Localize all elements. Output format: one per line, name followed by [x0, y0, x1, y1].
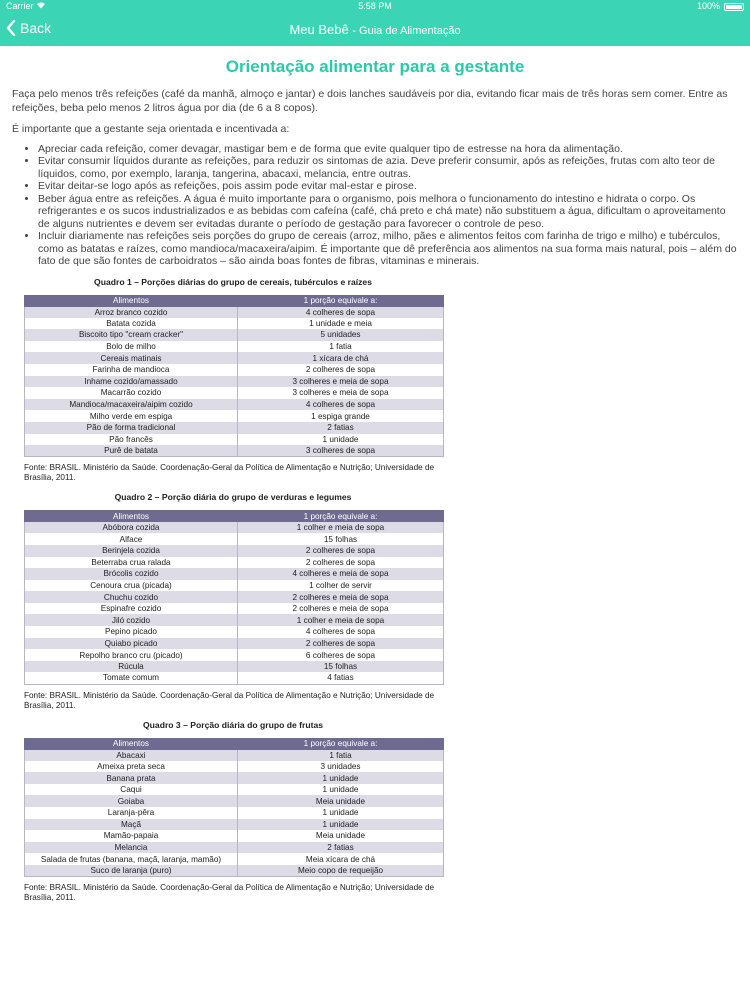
portion-table — [24, 510, 444, 684]
list-item: • Evitar consumir líquidos durante as refeições, para reduzir os sintomas de azia. Deve preferir consumir, após as refeições, frutas com alto teor de líquidos, como, por exemplo, laranja, tangerina, abacaxi, melancia, entre outras. — [38, 155, 738, 180]
list-item: • Beber água entre as refeições. A água é muito importante para o organismo, pois melhora o funcionamento do intestino e hidrata o corpo. Os refrigerantes e os sucos industrializados e as bebidas com cafeína (café, chá preto e chá mate) não substituem a água, dificultam o aproveitamento de alguns nutrientes e devem ser evitadas durante o período de gestação para favorecer o controle de peso. — [38, 193, 738, 231]
list-item: • Incluir diariamente nas refeições seis porções do grupo de cereais (arroz, milho, pães e alimentos feitos com farinha de trigo e milho) e tubérculos, como as batatas e raízes, como mandioca/macaxeira/aipim. É importante que dê preferência aos alimentos na sua forma mais natural, pois – além do fato de que são fontes de carboidratos – são ainda boas fontes de fibras, vitaminas e minerais. — [38, 230, 738, 268]
intro-paragraph-2: É importante que a gestante seja orientada e incentivada a: — [12, 123, 290, 135]
table-row — [25, 819, 444, 831]
table-row — [25, 649, 444, 661]
table-row — [25, 603, 444, 615]
portion-cell: 3 unidades — [238, 761, 444, 773]
food-cell: Pão francês — [25, 434, 238, 446]
food-cell: Cereais matinais — [25, 352, 238, 364]
portion-cell: 1 fatia — [238, 341, 444, 353]
portion-cell: 2 fatias — [238, 422, 444, 434]
table-row — [25, 591, 444, 603]
food-cell: Ameixa preta seca — [25, 761, 238, 773]
portion-cell: 1 unidade — [238, 819, 444, 831]
table-row — [25, 865, 444, 877]
portion-table — [24, 738, 444, 878]
source-note: Fonte: BRASIL. Ministério da Saúde. Coordenação-Geral da Política de Alimentação e Nutrição; Universidade de Brasília, 2011. — [24, 883, 435, 903]
table-row — [25, 795, 444, 807]
portion-cell: 2 colheres e meia de sopa — [238, 591, 444, 603]
column-header: Alimentos — [25, 511, 238, 522]
food-cell: Beterraba crua ralada — [25, 557, 238, 569]
portion-cell: 15 folhas — [238, 661, 444, 673]
quadro-3 — [18, 720, 448, 904]
food-cell: Biscoito tipo "cream cracker" — [25, 329, 238, 341]
navigation-bar — [0, 14, 750, 46]
column-header: Alimentos — [25, 738, 238, 749]
column-header: Alimentos — [25, 295, 238, 306]
table-row — [25, 376, 444, 388]
portion-cell: 4 colheres de sopa — [238, 306, 444, 318]
food-cell: Cenoura crua (picada) — [25, 580, 238, 592]
table-row — [25, 545, 444, 557]
battery-percent: 100% — [696, 1, 720, 11]
portion-cell: 1 fatia — [238, 749, 444, 761]
food-cell: Maçã — [25, 819, 238, 831]
portion-cell: 3 colheres e meia de sopa — [238, 387, 444, 399]
table-row — [25, 672, 444, 684]
battery-icon — [724, 3, 744, 11]
source-note: Fonte: BRASIL. Ministério da Saúde. Coordenação-Geral da Política de Alimentação e Nutrição; Universidade de Brasília, 2011. — [24, 690, 435, 710]
table-row — [25, 399, 444, 411]
food-cell: Brócolis cozido — [25, 568, 238, 580]
food-cell: Melancia — [25, 842, 238, 854]
food-cell: Laranja-pêra — [25, 807, 238, 819]
food-cell: Milho verde em espiga — [25, 410, 238, 422]
table-row — [25, 329, 444, 341]
food-cell: Suco de laranja (puro) — [25, 865, 238, 877]
food-cell: Pão de forma tradicional — [25, 422, 238, 434]
food-cell: Mamão-papaia — [25, 830, 238, 842]
table-row — [25, 580, 444, 592]
quadro-title: Quadro 1 – Porções diárias do grupo de cereais, tubérculos e raízes — [94, 276, 372, 287]
table-row — [25, 387, 444, 399]
food-cell: Bolo de milho — [25, 341, 238, 353]
portion-cell: 1 xícara de chá — [238, 352, 444, 364]
table-row — [25, 445, 444, 457]
column-header: 1 porção equivale a: — [238, 511, 444, 522]
table-row — [25, 661, 444, 673]
portion-cell: 2 colheres de sopa — [238, 557, 444, 569]
table-row — [25, 749, 444, 761]
table-row — [25, 830, 444, 842]
table-row — [25, 842, 444, 854]
table-row — [25, 306, 444, 318]
food-cell: Berinjela cozida — [25, 545, 238, 557]
food-cell: Pepino picado — [25, 626, 238, 638]
table-row — [25, 626, 444, 638]
portion-cell: 15 folhas — [238, 533, 444, 545]
food-cell: Alface — [25, 533, 238, 545]
food-cell: Espinafre cozido — [25, 603, 238, 615]
food-cell: Goiaba — [25, 795, 238, 807]
food-cell: Banana prata — [25, 772, 238, 784]
food-cell: Macarrão cozido — [25, 387, 238, 399]
food-cell: Batata cozida — [25, 318, 238, 330]
portion-cell: 4 colheres de sopa — [238, 399, 444, 411]
food-cell: Tomate comum — [25, 672, 238, 684]
portion-cell: Meio copo de requeijão — [238, 865, 444, 877]
table-row — [25, 364, 444, 376]
portion-cell: 1 unidade — [238, 807, 444, 819]
portion-cell: 2 colheres e meia de sopa — [238, 603, 444, 615]
table-row — [25, 533, 444, 545]
portion-cell: 6 colheres de sopa — [238, 649, 444, 661]
nav-title-main: Meu Bebê — [289, 22, 349, 37]
table-row — [25, 638, 444, 650]
portion-cell: 1 unidade — [238, 434, 444, 446]
table-header-row — [25, 295, 444, 306]
table-row — [25, 784, 444, 796]
food-cell: Purê de batata — [25, 445, 238, 457]
status-bar — [0, 0, 750, 14]
food-cell: Mandioca/macaxeira/aipim cozido — [25, 399, 238, 411]
food-cell: Abacaxi — [25, 749, 238, 761]
portion-table — [24, 295, 444, 458]
table-row — [25, 422, 444, 434]
table-row — [25, 341, 444, 353]
status-time: 5:58 PM — [358, 1, 392, 11]
portion-cell: 3 colheres de sopa — [238, 445, 444, 457]
portion-cell: Meia xícara de chá — [238, 853, 444, 865]
back-label: Back — [20, 20, 52, 36]
table-header-row — [25, 738, 444, 749]
portion-cell: 1 unidade e meia — [238, 318, 444, 330]
table-row — [25, 522, 444, 534]
table-row — [25, 557, 444, 569]
quadros-container — [12, 277, 738, 904]
column-header: 1 porção equivale a: — [238, 738, 444, 749]
carrier-label: Carrier — [6, 1, 34, 11]
nav-title — [0, 22, 750, 37]
portion-cell: 1 colher de servir — [238, 580, 444, 592]
food-cell: Quiabo picado — [25, 638, 238, 650]
table-row — [25, 410, 444, 422]
portion-cell: 2 colheres de sopa — [238, 545, 444, 557]
food-cell: Inhame cozido/amassado — [25, 376, 238, 388]
portion-cell: 1 espiga grande — [238, 410, 444, 422]
table-row — [25, 318, 444, 330]
food-cell: Chuchu cozido — [25, 591, 238, 603]
table-row — [25, 761, 444, 773]
portion-cell: Meia unidade — [238, 795, 444, 807]
portion-cell: 4 fatias — [238, 672, 444, 684]
food-cell: Arroz branco cozido — [25, 306, 238, 318]
portion-cell: 2 colheres de sopa — [238, 364, 444, 376]
portion-cell: 1 colher e meia de sopa — [238, 614, 444, 626]
food-cell: Jiló cozido — [25, 614, 238, 626]
quadro-2 — [18, 492, 448, 710]
recommendation-list — [38, 143, 738, 268]
table-row — [25, 352, 444, 364]
portion-cell: Meia unidade — [238, 830, 444, 842]
table-header-row — [25, 511, 444, 522]
column-header: 1 porção equivale a: — [238, 295, 444, 306]
food-cell: Caqui — [25, 784, 238, 796]
portion-cell: 4 colheres de sopa — [238, 626, 444, 638]
list-item: • Apreciar cada refeição, comer devagar, mastigar bem e de forma que evite qualquer tipo de estresse na hora da alimentação. — [38, 143, 738, 156]
portion-cell: 1 unidade — [238, 784, 444, 796]
page-title: Orientação alimentar para a gestante — [225, 57, 525, 76]
intro-paragraph: Faça pelo menos três refeições (café da manhã, almoço e jantar) e dois lanches saudáveis por dia, evitando ficar mais de três horas sem comer. Entre as refeições, beba pelo menos 2 litros água por dia (de 6 a 8 copos). — [12, 88, 728, 114]
table-row — [25, 614, 444, 626]
quadro-1 — [18, 277, 448, 484]
portion-cell: 1 unidade — [238, 772, 444, 784]
portion-cell: 3 colheres e meia de sopa — [238, 376, 444, 388]
table-row — [25, 807, 444, 819]
portion-cell: 1 colher e meia de sopa — [238, 522, 444, 534]
table-row — [25, 568, 444, 580]
food-cell: Salada de frutas (banana, maçã, laranja, mamão) — [25, 853, 238, 865]
food-cell: Repolho branco cru (picado) — [25, 649, 238, 661]
nav-title-sub: - Guia de Alimentação — [352, 25, 461, 37]
portion-cell: 2 colheres de sopa — [238, 638, 444, 650]
portion-cell: 4 colheres e meia de sopa — [238, 568, 444, 580]
table-row — [25, 434, 444, 446]
food-cell: Farinha de mandioca — [25, 364, 238, 376]
food-cell: Abóbora cozida — [25, 522, 238, 534]
food-cell: Rúcula — [25, 661, 238, 673]
table-row — [25, 853, 444, 865]
list-item: • Evitar deitar-se logo após as refeições, pois assim pode evitar mal-estar e pirose. — [38, 180, 738, 193]
portion-cell: 2 fatias — [238, 842, 444, 854]
quadro-title: Quadro 3 – Porção diária do grupo de frutas — [142, 719, 324, 730]
table-row — [25, 772, 444, 784]
quadro-title: Quadro 2 – Porção diária do grupo de verduras e legumes — [114, 492, 352, 503]
portion-cell: 5 unidades — [238, 329, 444, 341]
content-scroll-area[interactable] — [0, 46, 750, 1000]
source-note: Fonte: BRASIL. Ministério da Saúde. Coordenação-Geral da Política de Alimentação e Nutrição; Universidade de Brasília, 2011. — [24, 463, 435, 483]
